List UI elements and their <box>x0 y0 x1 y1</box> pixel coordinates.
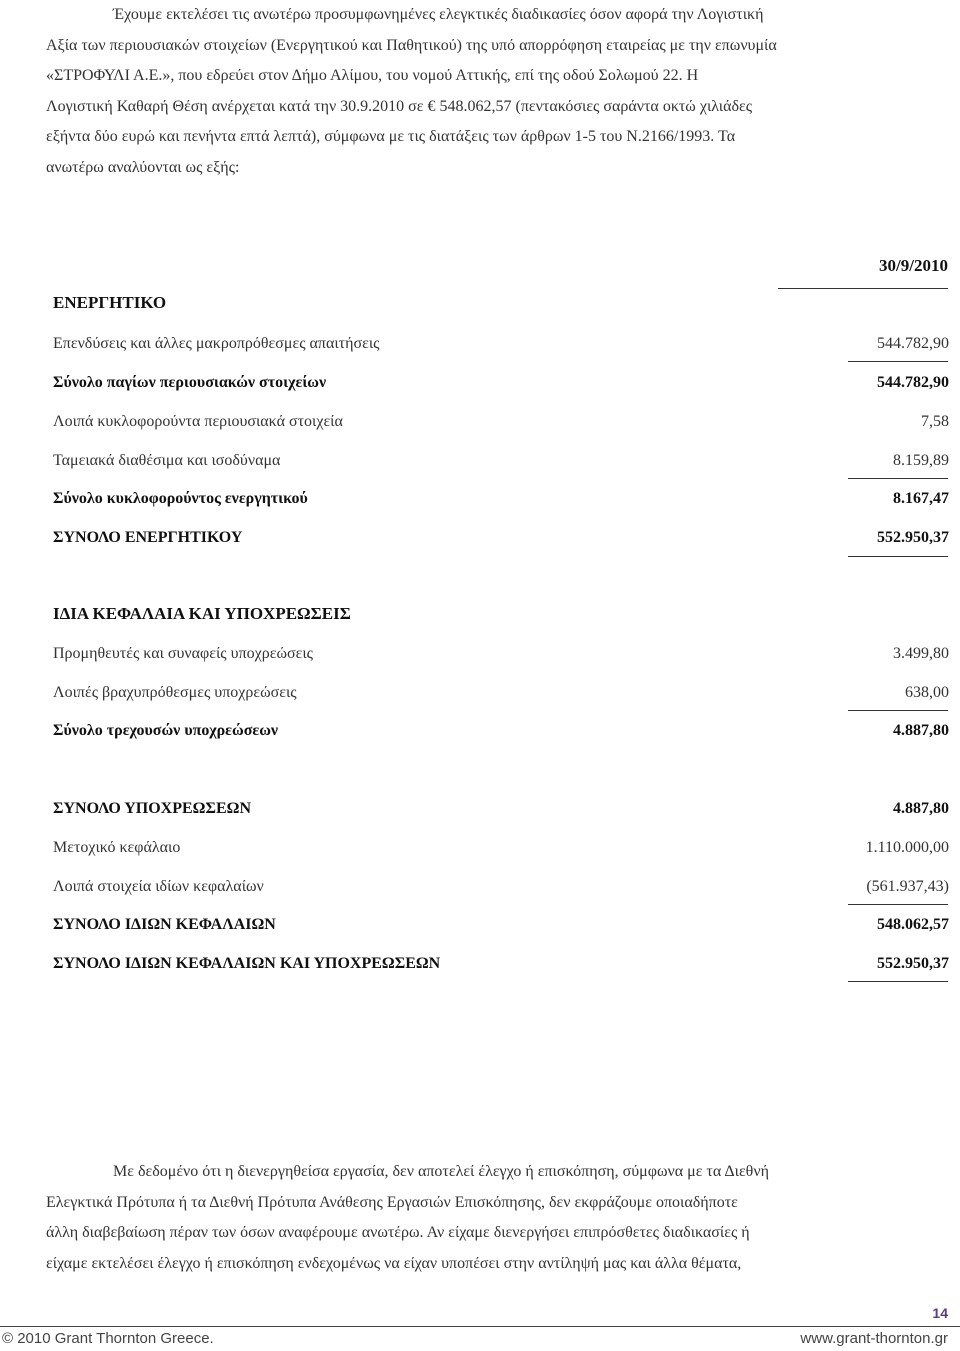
row-value: 4.887,80 <box>893 722 949 739</box>
table-row <box>53 372 949 394</box>
assets-title-row <box>53 292 949 314</box>
intro-paragraph <box>46 0 948 184</box>
row-value: 1.110.000,00 <box>865 839 949 856</box>
closing-line: Με δεδομένο ότι η διενεργηθείσα εργασία, δεν αποτελεί έλεγχο ή επισκόπηση, σύμφωνα με τα Διεθνή <box>113 1163 769 1180</box>
row-label: Επενδύσεις και άλλες μακροπρόθεσμες απαιτήσεις <box>53 335 380 352</box>
row-label: Προμηθευτές και συναφείς υποχρεώσεις <box>53 645 313 662</box>
row-value: 548.062,57 <box>877 916 949 933</box>
intro-line: Λογιστική Καθαρή Θέση ανέρχεται κατά την 30.9.2010 σε € 548.062,57 (πεντακόσιες σαράντα οκτώ χιλιάδες <box>46 97 753 115</box>
header-rule <box>778 288 948 289</box>
row-label: ΣΥΝΟΛΟ ΥΠΟΧΡΕΩΣΕΩΝ <box>53 800 251 817</box>
closing-paragraph <box>46 1157 948 1279</box>
row-label: Λοιπά κυκλοφορούντα περιουσιακά στοιχεία <box>53 413 343 430</box>
intro-line: «ΣΤΡΟΦΥΛΙ Α.Ε.», που εδρεύει στον Δήμο Αλίμου, του νομού Αττικής, επί της οδού Σολωμού 22. Η <box>46 67 699 85</box>
intro-line: ανωτέρω αναλύονται ως εξής: <box>46 158 240 176</box>
row-value: 8.167,47 <box>893 490 949 507</box>
row-label: Λοιπά στοιχεία ιδίων κεφαλαίων <box>53 878 264 895</box>
row-label: ΣΥΝΟΛΟ ΕΝΕΡΓΗΤΙΚΟΥ <box>53 529 243 546</box>
row-value: 638,00 <box>905 684 949 701</box>
row-label: Σύνολο κυκλοφορούντος ενεργητικού <box>53 490 308 507</box>
table-row <box>53 720 949 742</box>
closing-line: είχαμε εκτελέσει έλεγχο ή επισκόπηση ενδεχομένως να είχαν υποπέσει στην αντίληψή μας και άλλα θέματα, <box>46 1254 742 1272</box>
table-row <box>53 837 949 859</box>
intro-line: Έχουμε εκτελέσει τις ανωτέρω προσυμφωνημένες ελεγκτικές διαδικασίες όσον αφορά την Λογιστική <box>113 6 764 23</box>
row-value: 8.159,89 <box>893 452 949 469</box>
row-value: 3.499,80 <box>893 645 949 662</box>
section-title-row <box>53 603 949 625</box>
table-row <box>53 876 949 898</box>
total-rule <box>848 981 948 982</box>
table-row <box>53 333 949 355</box>
row-value: (561.937,43) <box>866 878 949 895</box>
closing-line: άλλη διαβεβαίωση πέραν των όσων αναφέρουμε ανωτέρω. Αν είχαμε διενεργήσει επιπρόσθετες διαδικασίες ή <box>46 1224 750 1242</box>
row-value: 544.782,90 <box>877 335 949 352</box>
table-row <box>53 643 949 665</box>
row-label: Μετοχικό κεφάλαιο <box>53 839 181 856</box>
footer-website-link[interactable]: www.grant-thornton.gr <box>800 1330 948 1347</box>
equity-liabilities-title: ΙΔΙΑ ΚΕΦΑΛΑΙΑ ΚΑΙ ΥΠΟΧΡΕΩΣΕΙΣ <box>53 604 351 623</box>
row-label: Λοιπές βραχυπρόθεσμες υποχρεώσεις <box>53 684 297 701</box>
assets-title: ΕΝΕΡΓΗΤΙΚΟ <box>53 293 167 312</box>
footer-copyright: © 2010 Grant Thornton Greece. <box>2 1330 214 1347</box>
row-value: 7,58 <box>921 413 949 430</box>
table-row <box>53 411 949 433</box>
subtotal-rule <box>848 361 948 362</box>
footer-rule <box>0 1326 960 1327</box>
intro-line: εξήντα δύο ευρώ και πενήντα επτά λεπτά), σύμφωνα με τις διατάξεις των άρθρων 1-5 του Ν.2166/1993. Τα <box>46 128 736 146</box>
row-value: 4.887,80 <box>893 800 949 817</box>
table-row <box>53 798 949 820</box>
table-row <box>53 527 949 549</box>
column-header-date: 30/9/2010 <box>879 256 948 275</box>
table-row <box>53 914 949 936</box>
row-label: Σύνολο παγίων περιουσιακών στοιχείων <box>53 374 327 391</box>
subtotal-rule <box>848 904 948 905</box>
intro-line: Αξία των περιουσιακών στοιχείων (Ενεργητικού και Παθητικού) της υπό απορρόφηση εταιρείας με την επωνυμία <box>46 36 777 54</box>
table-row <box>53 450 949 472</box>
table-row <box>53 953 949 975</box>
row-value: 552.950,37 <box>877 529 949 546</box>
table-row <box>53 682 949 704</box>
total-rule <box>848 556 948 557</box>
page-number: 14 <box>932 1305 948 1321</box>
row-label: ΣΥΝΟΛΟ ΙΔΙΩΝ ΚΕΦΑΛΑΙΩΝ ΚΑΙ ΥΠΟΧΡΕΩΣΕΩΝ <box>53 955 441 972</box>
row-value: 552.950,37 <box>877 955 949 972</box>
table-row <box>53 488 949 510</box>
row-value: 544.782,90 <box>877 374 949 391</box>
subtotal-rule <box>848 478 948 479</box>
subtotal-rule <box>848 710 948 711</box>
row-label: Σύνολο τρεχουσών υποχρεώσεων <box>53 722 279 739</box>
row-label: ΣΥΝΟΛΟ ΙΔΙΩΝ ΚΕΦΑΛΑΙΩΝ <box>53 916 276 933</box>
closing-line: Ελεγκτικά Πρότυπα ή τα Διεθνή Πρότυπα Ανάθεσης Εργασιών Επισκόπησης, δεν εκφράζουμε οποιαδήποτε <box>46 1193 738 1211</box>
row-label: Ταμειακά διαθέσιμα και ισοδύναμα <box>53 452 281 469</box>
